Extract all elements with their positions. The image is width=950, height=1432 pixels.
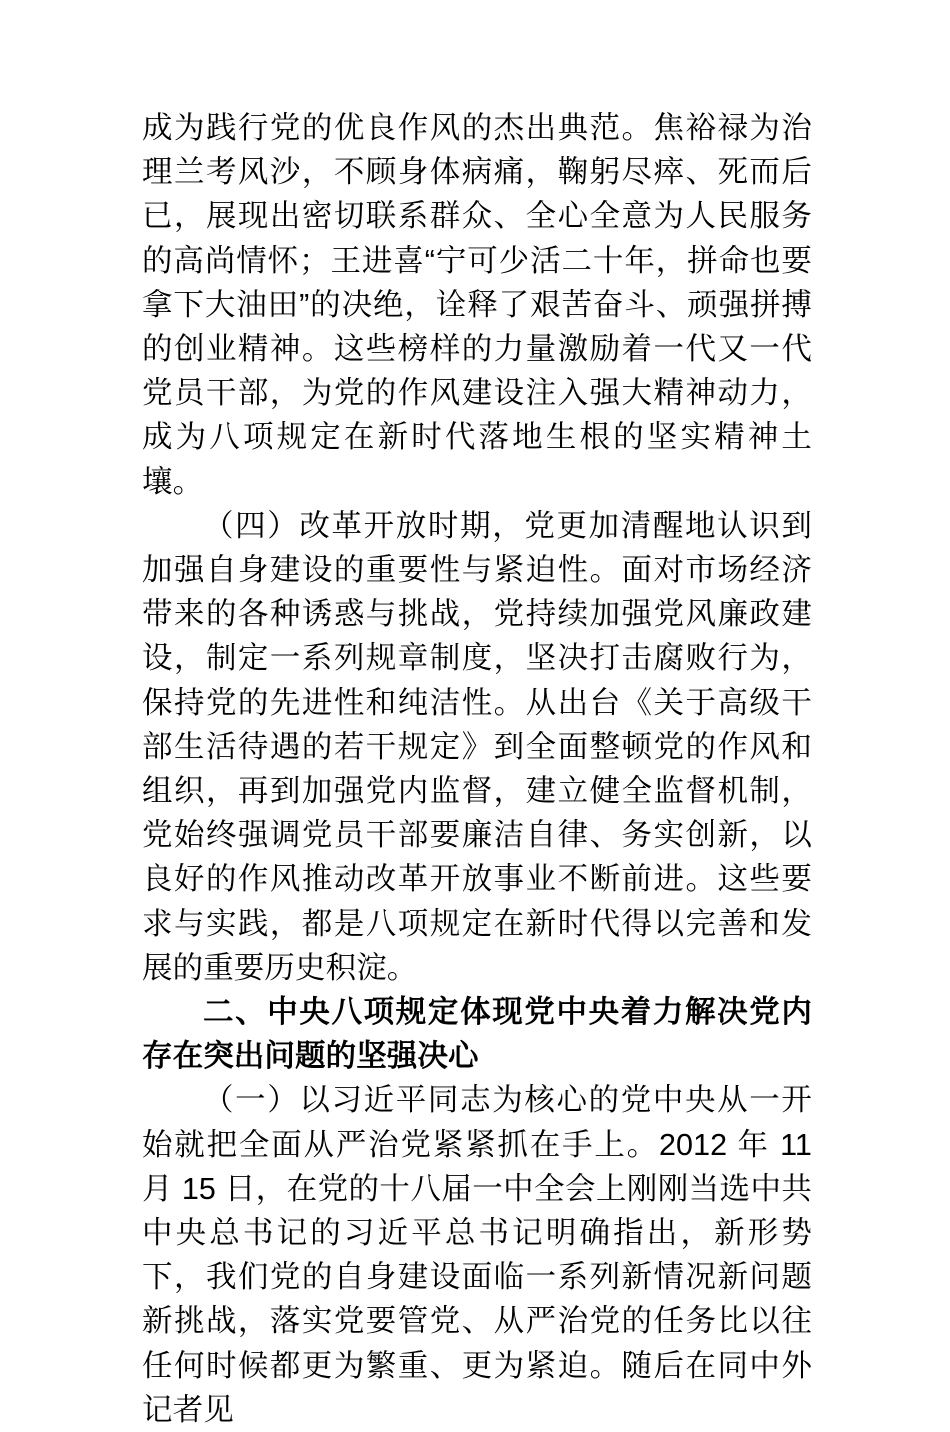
- paragraph-section-four: （四）改革开放时期，党更加清醒地认识到加强自身建设的重要性与紧迫性。面对市场经济带来的各种诱惑与挑战，党持续加强党风廉政建设，制定一系列规章制度，坚决打击腐败行为，保持党的先进性和纯洁性。从出台《关于高级干部生活待遇的若干规定》到全面整顿党的作风和组织，再到加强党内监督，建立健全监督机制，党始终强调党员干部要廉洁自律、务实创新，以良好的作风推动改革开放事业不断前进。这些要求与实践，都是八项规定在新时代得以完善和发展的重要历史积淀。: [142, 508, 812, 985]
- paragraph-subsection-one: （一）以习近平同志为核心的党中央从一开始就把全面从严治党紧紧抓在手上。2012 年 11 月 15 日，在党的十八届一中全会上刚刚当选中共中央总书记的习近平总书记明确指出，新形势下，我们党的自身建设面临一系列新情况新问题新挑战，落实党要管党、从严治党的任务比以往任何时候都更为繁重、更为紧迫。随后在同中外记者见: [142, 1083, 812, 1427]
- paragraph-continuation: 成为践行党的优良作风的杰出典范。焦裕禄为治理兰考风沙，不顾身体病痛，鞠躬尽瘁、死而后已，展现出密切联系群众、全心全意为人民服务的高尚情怀；王进喜“宁可少活二十年，拼命也要拿下大油田”的决绝，诠释了艰苦奋斗、顽强拼搏的创业精神。这些榜样的力量激励着一代又一代党员干部，为党的作风建设注入强大精神动力，成为八项规定在新时代落地生根的坚实精神土壤。: [142, 111, 812, 499]
- heading-section-two: 二、中央八项规定体现党中央着力解决党内存在突出问题的坚强决心: [142, 995, 812, 1074]
- document-text-column: [142, 106, 812, 1432]
